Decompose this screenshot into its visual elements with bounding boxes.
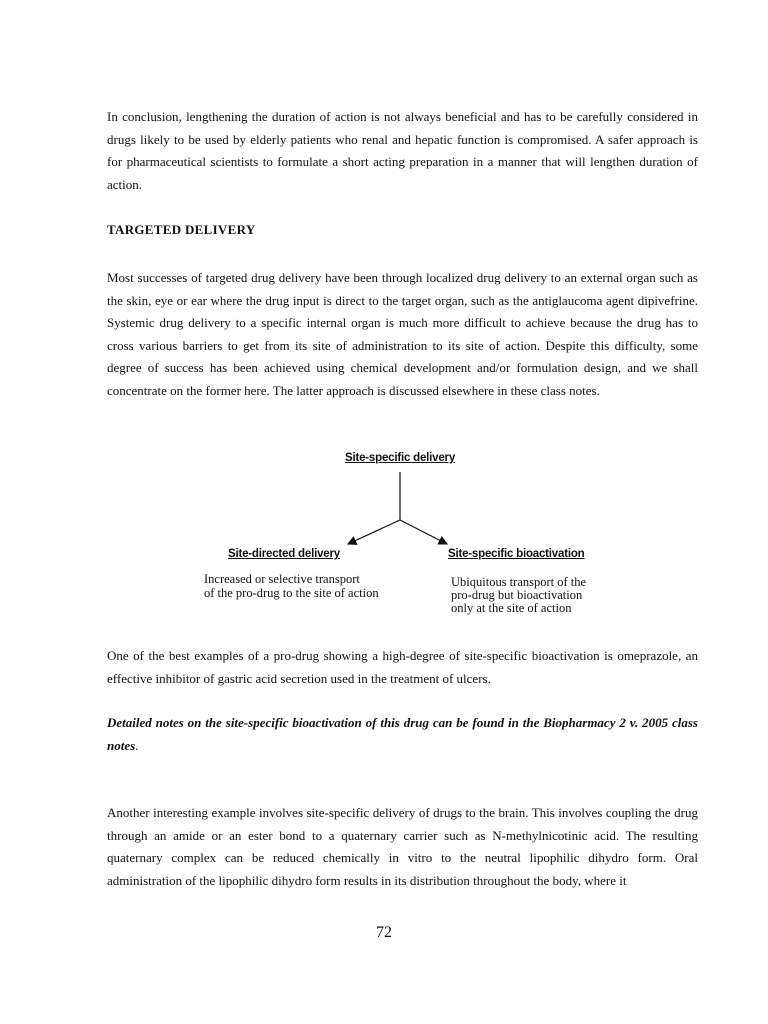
paragraph-conclusion: In conclusion, lengthening the duration of action is not always beneficial and has to be carefully considered in drugs likely to be used by elderly patients who renal and hepatic function is compromised. A safer approach is for pharmaceutical scientists to formulate a short acting preparation in a manner that will lengthen duration of action. (107, 109, 698, 192)
paragraph-omeprazole: One of the best examples of a pro-drug showing a high-degree of site-specific bioactivation is omeprazole, an effective inhibitor of gastric acid secretion used in the treatment of ulcers. (107, 648, 698, 686)
paragraph-targeted-intro: Most successes of targeted drug delivery have been through localized drug delivery to an external organ such as the skin, eye or ear where the drug input is direct to the target organ, such as the antiglaucoma agent dipivefrine. Systemic drug delivery to a specific internal organ is much more difficult to achieve because the drug has to cross various barriers to get from its site of administration to its site of action. Despite this difficulty, some degree of success has been achieved using chemical development and/or formulation design, and we shall concentrate on the former here. The latter approach is discussed elsewhere in these class notes. (107, 270, 698, 398)
delivery-diagram (195, 448, 615, 623)
diagram-arrow-left (348, 520, 400, 544)
note-period: . (135, 737, 139, 753)
diagram-arrow-right (400, 520, 447, 544)
note-text: Detailed notes on the site-specific bioactivation of this drug can be found in the Biopharmacy 2 v. 2005 class notes (107, 715, 698, 753)
paragraph-brain-delivery: Another interesting example involves site-specific delivery of drugs to the brain. This involves coupling the drug through an amide or an ester bond to a quaternary carrier such as N-methylnicotinic acid. The resulting quaternary complex can be reduced chemically in vitro to the neutral lipophilic dihydro form. Oral administration of the lipophilic dihydro form results in its distribution throughout the body, where it (107, 805, 698, 888)
diagram-left-desc-line-2: of the pro-drug to the site of action (204, 586, 379, 600)
diagram-left-title: Site-directed delivery (228, 548, 340, 560)
page-number: 72 (376, 924, 392, 941)
diagram-right-title: Site-specific bioactivation (448, 548, 585, 560)
section-heading: TARGETED DELIVERY (107, 222, 256, 237)
diagram-left-desc-line-1: Increased or selective transport (204, 572, 360, 586)
paragraph-note (107, 712, 698, 757)
diagram-right-desc-line-3: only at the site of action (451, 601, 572, 615)
diagram-right-desc-line-2: pro-drug but bioactivation (451, 588, 583, 602)
diagram-right-desc-line-1: Ubiquitous transport of the (451, 575, 587, 589)
diagram-root-label: Site-specific delivery (345, 452, 456, 464)
